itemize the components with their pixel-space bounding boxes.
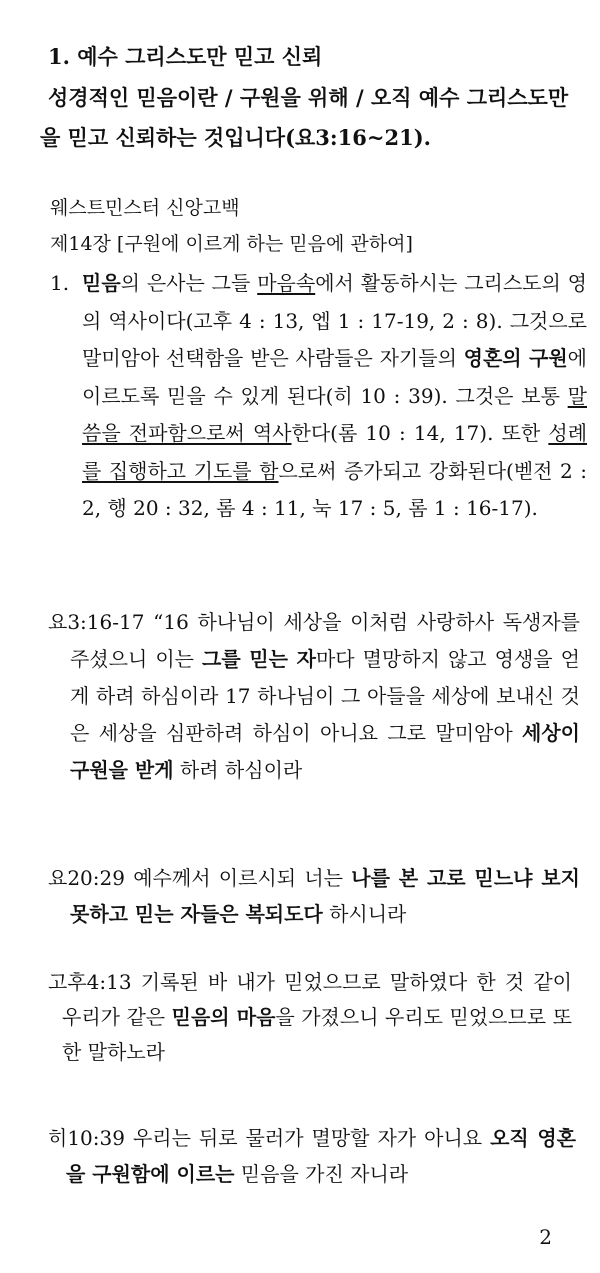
text-run: 으로써 증가되고 강화된다(벧전 2 : 2, 행 20 : 32, 롬 4 : 11, 눅 17 : 5, 롬 1 : 16-17). <box>82 458 588 520</box>
confession-item-text <box>82 271 587 520</box>
bold-phrase: 세상이 구원을 받게 <box>70 721 580 782</box>
confession-title: 웨스트민스터 신앙고백 <box>50 197 240 219</box>
text-run: 믿음을 가진 자니라 <box>234 1162 409 1186</box>
bold-phrase: 믿음의 마음 <box>171 1005 276 1029</box>
bold-phrase: 나를 본 고로 믿느냐 보지 못하고 믿는 자들은 복되도다 <box>70 866 580 926</box>
bold-phrase: 그를 믿는 자 <box>202 647 316 671</box>
verse-john-20-29 <box>48 860 580 932</box>
section-heading <box>48 40 568 74</box>
confession-chapter: 제14장 [구원에 이르게 하는 믿음에 관하여] <box>50 233 413 255</box>
text-run: 히10:39 우리는 뒤로 물러가 멸망할 자가 아니요 <box>48 1126 491 1150</box>
text-run: 마다 멸망하지 않고 영생을 얻게 하려 하심이라 17 하나님이 그 아들을 세상에 보내신 것은 세상을 심판하려 하심이 아니요 그로 말미암아 <box>70 647 580 745</box>
confession-item-number: 1. <box>50 271 70 295</box>
summary-line: 성경적인 믿음이란 / 구원을 위해 / 오직 예수 그리스도만 <box>48 85 569 110</box>
bold-phrase: 오직 영혼을 구원함에 이르는 <box>66 1126 576 1186</box>
verse-2cor-4-13 <box>48 965 572 1070</box>
text-run: 고후4:13 기록된 바 내가 믿었으므로 말하였다 한 것 같이 우리가 같은 <box>48 970 572 1029</box>
verse-john-3-16 <box>48 604 580 789</box>
page-number: 2 <box>539 1225 552 1249</box>
section-summary <box>40 78 570 158</box>
text-run: 에서 활동하시는 그리스도의 영의 역사이다(고후 4 : 13, 엡 1 : 17-19, 2 : 8). 그것으로 말미암아 선택함을 받은 사람들은 자기들의 <box>82 271 587 370</box>
text-run: 에 이르도록 믿을 수 있게 된다(히 10 : 39). 그것은 보통 <box>82 346 587 408</box>
underlined-phrase: 성례를 집행하고 기도를 함 <box>82 421 588 483</box>
summary-line: 을 믿고 신뢰하는 것입니다(요3:16~21). <box>40 125 431 150</box>
text-run: 하시니라 <box>322 902 407 926</box>
verse-hebrews-10-39 <box>48 1120 576 1192</box>
text-run: 의 은사는 그들 <box>120 271 258 295</box>
text-run: 요20:29 예수께서 이르시되 너는 <box>48 866 352 890</box>
text-run: 요3:16-17 “16 하나님이 세상을 이처럼 사랑하사 독생자를 주셨으니 이는 <box>48 610 580 671</box>
bold-phrase: 믿음 <box>82 271 121 295</box>
text-run: 한다(롬 10 : 14, 17). 또한 <box>291 421 549 445</box>
confession-item <box>50 265 587 528</box>
underlined-phrase: 마음속 <box>257 271 316 295</box>
section-title: 예수 그리스도만 믿고 신뢰 <box>77 44 323 69</box>
bold-phrase: 영혼의 구원 <box>463 346 568 370</box>
text-run: 하려 하심이라 <box>173 758 303 782</box>
underlined-phrase: 말씀을 전파함으로써 역사 <box>82 383 587 445</box>
text-run: 을 가졌으니 우리도 믿었으므로 또한 말하노라 <box>62 1005 572 1064</box>
section-number: 1. <box>48 44 70 69</box>
